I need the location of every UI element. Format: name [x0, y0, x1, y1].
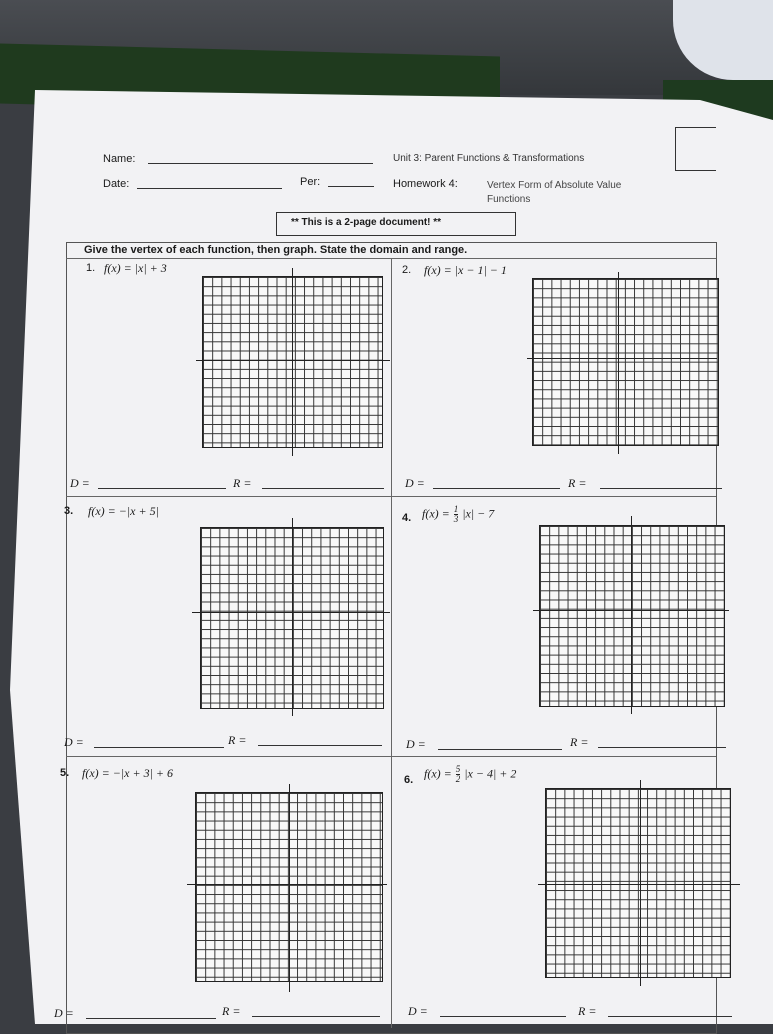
unit-title: Unit 3: Parent Functions & Transformations — [393, 153, 585, 164]
problem-6-grid[interactable] — [545, 788, 731, 978]
homework-label: Homework 4: — [393, 178, 458, 190]
row-divider-1 — [66, 496, 716, 497]
problem-5-domain-label: D = — [54, 1006, 74, 1020]
problem-6-fraction — [456, 765, 461, 784]
problem-3-number: 3. — [64, 505, 74, 517]
problem-3-range-line[interactable] — [258, 745, 382, 746]
problem-5-number: 5. — [60, 767, 70, 779]
problem-6-frac-den: 2 — [455, 774, 461, 784]
problem-4-y-axis — [631, 516, 632, 714]
problem-2-y-axis — [618, 272, 619, 454]
problem-4-func-suffix: |x| − 7 — [462, 506, 495, 521]
problem-1-function: f(x) = |x| + 3 — [104, 261, 167, 275]
problem-1-x-axis — [196, 360, 390, 361]
problem-1-range-label: R = — [233, 476, 252, 490]
problem-2-x-axis — [527, 358, 717, 359]
date-line — [137, 188, 282, 189]
problem-3-x-axis — [192, 612, 390, 613]
notice-box — [276, 212, 516, 236]
homework-title: Vertex Form of Absolute Value — [487, 180, 622, 191]
problem-4-function — [422, 505, 494, 524]
problem-5-function: f(x) = −|x + 3| + 6 — [82, 766, 173, 780]
problem-1-y-axis — [292, 268, 293, 456]
problem-6-x-axis — [538, 884, 740, 885]
per-label: Per: — [300, 176, 321, 188]
problem-2-number: 2. — [402, 264, 412, 276]
problem-3-domain-label: D = — [64, 735, 84, 749]
problem-6-domain-line[interactable] — [440, 1016, 566, 1017]
row-divider-2 — [66, 756, 716, 757]
problem-1-number: 1. — [86, 262, 96, 274]
notice-text: ** This is a 2-page document! ** — [291, 217, 442, 228]
problem-4-range-line[interactable] — [598, 747, 726, 748]
problem-4-range-label: R = — [570, 735, 589, 749]
problem-6-function — [424, 765, 516, 784]
problem-3-range-label: R = — [228, 733, 247, 747]
problem-5-domain-line[interactable] — [86, 1018, 216, 1019]
problem-1-domain-label: D = — [70, 476, 90, 490]
problem-2-grid[interactable] — [532, 278, 719, 446]
instructions: Give the vertex of each function, then graph. State the domain and range. — [84, 244, 468, 256]
problem-3-y-axis — [292, 518, 293, 716]
column-divider — [391, 258, 392, 1028]
problem-5-range-label: R = — [222, 1004, 241, 1018]
problem-4-fraction — [454, 505, 459, 524]
problem-4-domain-line[interactable] — [438, 749, 562, 750]
instructions-divider — [66, 258, 716, 259]
problem-5-y-axis — [289, 784, 290, 992]
problem-4-frac-den: 3 — [453, 514, 459, 524]
problem-3-domain-line[interactable] — [94, 747, 224, 748]
score-box — [675, 127, 716, 171]
problem-6-func-prefix: f(x) = — [424, 766, 452, 781]
problem-4-func-prefix: f(x) = — [422, 506, 450, 521]
problem-1-domain-line[interactable] — [98, 488, 226, 489]
problem-4-frac-num: 1 — [453, 504, 459, 514]
problem-6-number: 6. — [404, 774, 414, 786]
date-label: Date: — [103, 178, 130, 190]
problem-4-grid[interactable] — [539, 525, 725, 707]
problem-1-range-line[interactable] — [262, 488, 384, 489]
problem-3-function: f(x) = −|x + 5| — [88, 504, 159, 518]
problem-6-func-suffix: |x − 4| + 2 — [464, 766, 517, 781]
problem-6-range-label: R = — [578, 1004, 597, 1018]
per-line — [328, 186, 374, 187]
name-label: Name: — [103, 153, 136, 165]
problem-2-domain-line[interactable] — [433, 488, 560, 489]
problem-6-frac-num: 5 — [455, 764, 461, 774]
problem-6-y-axis — [640, 780, 641, 986]
problem-6-domain-label: D = — [408, 1004, 428, 1018]
problem-2-function: f(x) = |x − 1| − 1 — [424, 263, 507, 277]
name-line — [148, 163, 373, 164]
problem-5-range-line[interactable] — [252, 1016, 380, 1017]
problem-2-range-line[interactable] — [600, 488, 722, 489]
problem-6-range-line[interactable] — [608, 1016, 732, 1017]
homework-title-2: Functions — [487, 194, 531, 205]
problem-4-number: 4. — [402, 512, 412, 524]
problem-4-domain-label: D = — [406, 737, 426, 751]
problem-2-domain-label: D = — [405, 476, 425, 490]
problem-5-x-axis — [187, 884, 387, 885]
problem-2-range-label: R = — [568, 476, 587, 490]
